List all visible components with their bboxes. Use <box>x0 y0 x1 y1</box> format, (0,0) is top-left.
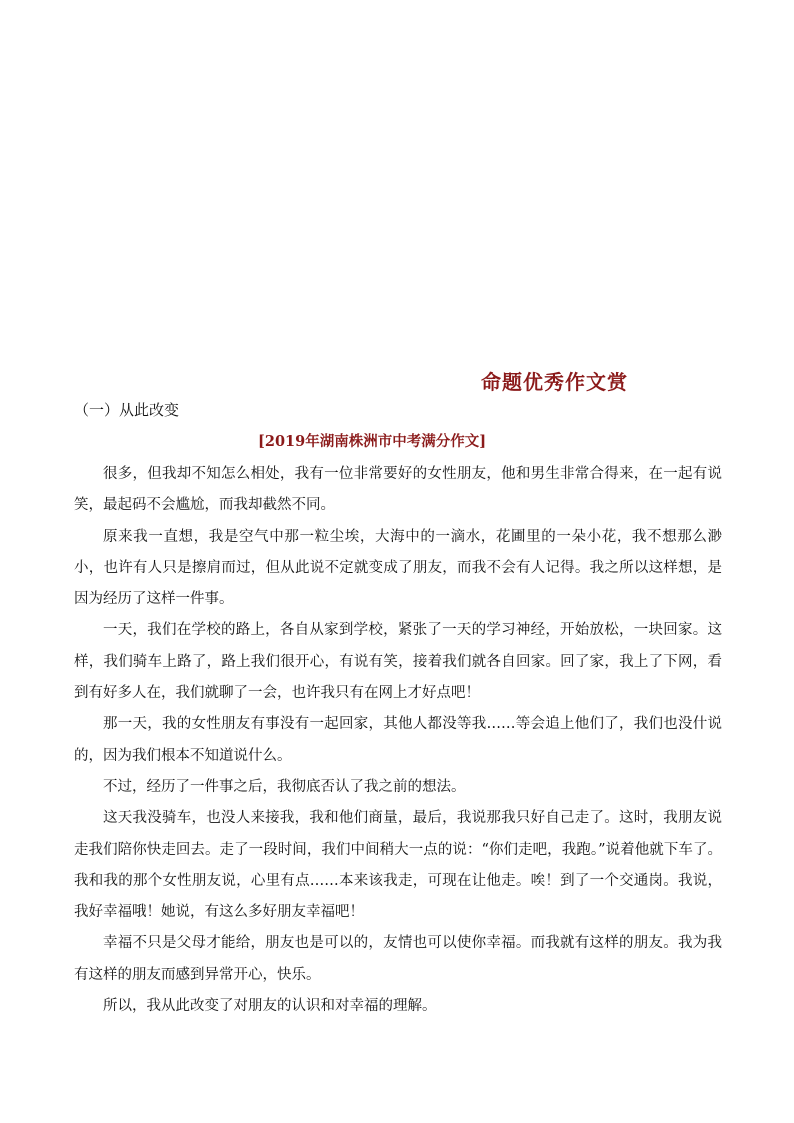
essay-paragraph: 幸福不只是父母才能给，朋友也是可以的，友情也可以使你幸福。而我就有这样的朋友。我为我有这样的朋友而感到异常开心，快乐。 <box>74 935 722 983</box>
essay-body <box>74 459 722 1022</box>
essay-paragraph: 那一天，我的女性朋友有事没有一起回家，其他人都没等我……等会追上他们了，我们也没什说的，因为我们根本不知道说什么。 <box>74 716 722 764</box>
section-heading: （一）从此改变 <box>74 401 180 419</box>
essay-paragraph: 这天我没骑车，也没人来接我，我和他们商量，最后，我说那我只好自己走了。这时，我朋友说走我们陪你快走回去。走了一段时间，我们中间稍大一点的说：“你们走吧，我跑。”说着他就下车了。我和我的那个女性朋友说，心里有点……本来该我走，可现在让他走。唉！到了一个交通岗。我说，我好幸福哦！她说，有这么多好朋友幸福吧！ <box>74 810 722 921</box>
document-title: 命题优秀作文赏 <box>481 370 628 394</box>
essay-paragraph: 所以，我从此改变了对朋友的认识和对幸福的理解。 <box>103 998 437 1015</box>
essay-paragraph: 原来我一直想，我是空气中那一粒尘埃，大海中的一滴水，花圃里的一朵小花，我不想那么渺小，也许有人只是擦肩而过，但从此说不定就变成了朋友，而我不会有人记得。我之所以这样想，是因为经历了这样一件事。 <box>74 528 722 608</box>
source-note: [2019年湖南株洲市中考满分作文] <box>258 433 487 450</box>
essay-paragraph: 很多，但我却不知怎么相处，我有一位非常要好的女性朋友，他和男生非常合得来，在一起有说笑，最起码不会尴尬，而我却截然不同。 <box>74 466 722 514</box>
essay-paragraph: 一天，我们在学校的路上，各自从家到学校，紧张了一天的学习神经，开始放松，一块回家。这样，我们骑车上路了，路上我们很开心，有说有笑，接着我们就各自回家。回了家，我上了下网，看到有好多人在，我们就聊了一会，也许我只有在网上才好点吧！ <box>74 622 722 702</box>
essay-paragraph: 不过，经历了一件事之后，我彻底否认了我之前的想法。 <box>103 778 466 795</box>
